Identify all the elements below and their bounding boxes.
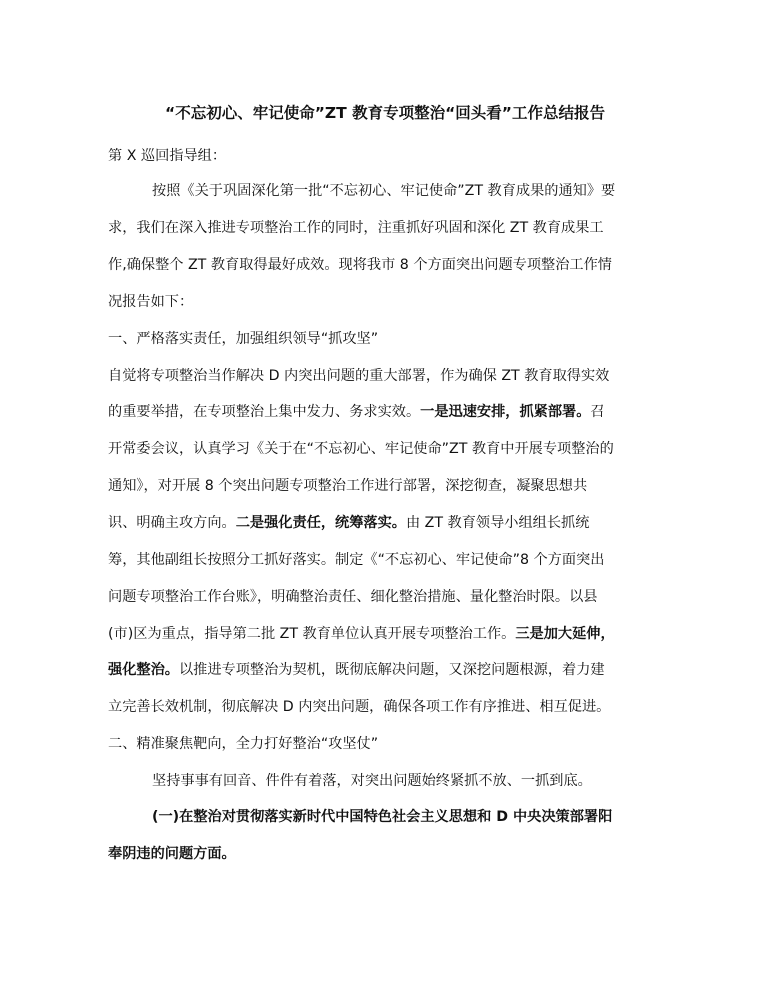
paragraph-line: 识、明确主攻方向。二是强化责任，统筹落实。由 ZT 教育领导小组组长抓统 (108, 515, 590, 531)
paragraph-line: 通知》，对开展 8 个突出问题专项整治工作进行部署，深挖彻查，凝聚思想共 (108, 478, 588, 494)
paragraph-line: 按照《关于巩固深化第一批“不忘初心、牢记使命”ZT 教育成果的通知》要 (152, 183, 616, 199)
paragraph-line: 作,确保整个 ZT 教育取得最好成效。现将我市 8 个方面突出问题专项整治工作情 (108, 257, 612, 273)
paragraph-line: 自觉将专项整治当作解决 D 内突出问题的重大部署，作为确保 ZT 教育取得实效 (108, 368, 610, 384)
paragraph-line: 的重要举措，在专项整治上集中发力、务求实效。一是迅速安排，抓紧部署。召 (108, 404, 605, 420)
paragraph-line: 况报告如下： (108, 294, 194, 310)
subheading-line: 奉阴违的问题方面。 (108, 846, 236, 862)
bold-phrase: 一是迅速安排，抓紧部署。 (420, 404, 591, 420)
section-heading-2: 二、精准聚焦靶向，全力打好整治“攻坚仗” (108, 736, 379, 752)
paragraph-line: (市)区为重点，指导第二批 ZT 教育单位认真开展专项整治工作。三是加大延伸， (108, 626, 615, 642)
bold-phrase: 强化整治。 (108, 662, 179, 678)
greeting: 第 X 巡回指导组： (108, 148, 227, 164)
paragraph-line: 坚持事事有回音、件件有着落，对突出问题始终紧抓不放、一抓到底。 (152, 773, 592, 789)
subheading-line: (一)在整治对贯彻落实新时代中国特色社会主义思想和 D 中央决策部署阳 (152, 809, 613, 825)
bold-phrase: 三是加大延伸， (515, 626, 615, 642)
paragraph-line: 问题专项整治工作台账》，明确整治责任、细化整治措施、量化整治时限。以县 (108, 589, 598, 605)
paragraph-line: 求，我们在深入推进专项整治工作的同时，注重抓好巩固和深化 ZT 教育成果工 (108, 220, 604, 236)
bold-phrase: 二是强化责任，统筹落实。 (235, 515, 406, 531)
paragraph-line: 立完善长效机制，彻底解决 D 内突出问题，确保各项工作有序推进、相互促进。 (108, 699, 611, 715)
section-heading-1: 一、严格落实责任，加强组织领导“抓攻坚” (108, 331, 379, 347)
paragraph-line: 筹，其他副组长按照分工抓好落实。制定《“不忘初心、牢记使命”8 个方面突出 (108, 552, 605, 568)
report-title: “不忘初心、牢记使命”ZT 教育专项整治“回头看”工作总结报告 (165, 104, 605, 122)
paragraph-line: 开常委会议，认真学习《关于在“不忘初心、牢记使命”ZT 教育中开展专项整治的 (108, 441, 614, 457)
paragraph-line: 强化整治。以推进专项整治为契机，既彻底解决问题，又深挖问题根源，着力建 (108, 662, 605, 678)
